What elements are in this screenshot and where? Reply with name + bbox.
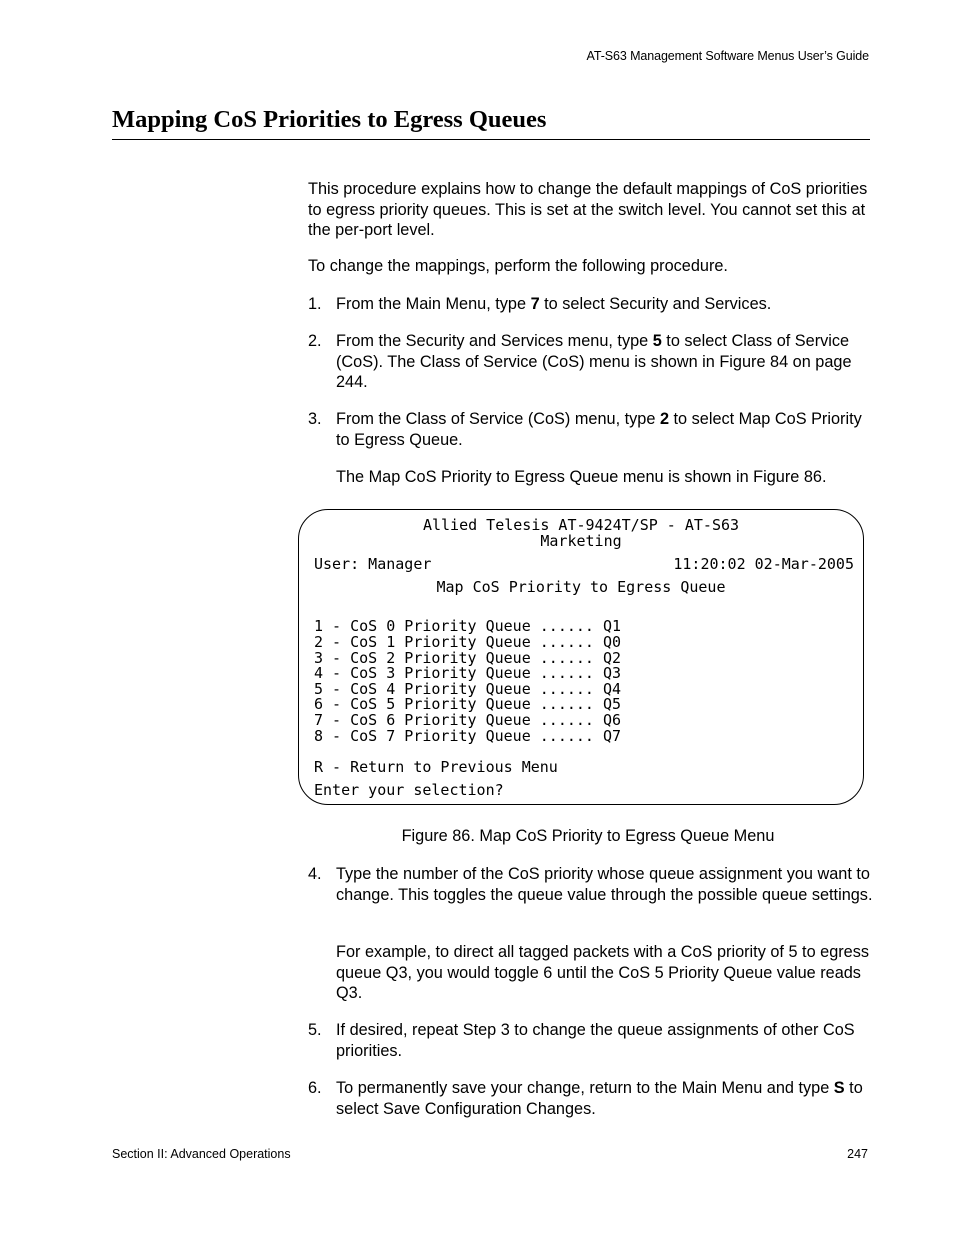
- menu-key: 7: [530, 295, 540, 313]
- step-3-note: The Map CoS Priority to Egress Queue menu is shown in Figure 86.: [336, 468, 827, 486]
- step-1: [308, 294, 874, 315]
- terminal-menu-title: Map CoS Priority to Egress Queue: [436, 578, 726, 596]
- terminal-return-option: R - Return to Previous Menu: [314, 758, 558, 776]
- terminal-prompt: Enter your selection?: [314, 781, 504, 799]
- step-number: 5.: [308, 1021, 322, 1039]
- step-4-example: For example, to direct all tagged packets with a CoS priority of 5 to egress queue Q3, you would toggle 6 until the CoS 5 Priority Queue value reads Q3.: [336, 943, 870, 1002]
- terminal-option: 3 - CoS 2 Priority Queue ...... Q2: [314, 649, 622, 667]
- step-text: From the Main Menu, type 7 to select Security and Services.: [336, 295, 772, 313]
- running-header: AT-S63 Management Software Menus User’s Guide: [586, 49, 869, 63]
- step-4: [308, 864, 874, 905]
- menu-key: 5: [652, 332, 662, 350]
- step-text: To permanently save your change, return to the Main Menu and type S to select Save Configuration Changes.: [336, 1079, 863, 1118]
- step-number: 4.: [308, 865, 322, 883]
- step-5: [308, 1020, 874, 1061]
- terminal-option: 1 - CoS 0 Priority Queue ...... Q1: [314, 617, 622, 635]
- step-2: [308, 331, 874, 393]
- step-6: [308, 1078, 874, 1119]
- step-number: 6.: [308, 1079, 322, 1097]
- step-text: Type the number of the CoS priority whose queue assignment you want to change. This toggles the queue value through the possible queue settings.: [336, 865, 873, 904]
- figure-caption: Figure 86. Map CoS Priority to Egress Queue Menu: [401, 827, 775, 845]
- terminal-datetime: 11:20:02 02-Mar-2005: [673, 555, 854, 573]
- terminal-user: User: Manager: [314, 555, 432, 573]
- menu-key: 2: [659, 410, 669, 428]
- step-text: If desired, repeat Step 3 to change the queue assignments of other CoS priorities.: [336, 1021, 855, 1060]
- terminal-location: Marketing: [540, 532, 622, 550]
- terminal-option: 7 - CoS 6 Priority Queue ...... Q6: [314, 711, 622, 729]
- terminal-option: 6 - CoS 5 Priority Queue ...... Q5: [314, 695, 622, 713]
- terminal-option: 8 - CoS 7 Priority Queue ...... Q7: [314, 727, 622, 745]
- step-text: From the Class of Service (CoS) menu, type 2 to select Map CoS Priority to Egress Queue.: [336, 410, 862, 449]
- procedure-intro: To change the mappings, perform the following procedure.: [308, 257, 728, 275]
- terminal-screen: [298, 509, 864, 805]
- terminal-option: 4 - CoS 3 Priority Queue ...... Q3: [314, 664, 622, 682]
- step-number: 1.: [308, 295, 322, 313]
- menu-key: S: [833, 1079, 845, 1097]
- section-title: Mapping CoS Priorities to Egress Queues: [112, 106, 870, 140]
- step-number: 3.: [308, 410, 322, 428]
- page-number: 247: [847, 1147, 868, 1161]
- intro-paragraph: This procedure explains how to change the default mappings of CoS priorities to egress priority queues. This is set at the switch level. You cannot set this at the per-port level.: [308, 180, 868, 239]
- footer-section: Section II: Advanced Operations: [112, 1147, 291, 1161]
- terminal-option: 2 - CoS 1 Priority Queue ...... Q0: [314, 633, 622, 651]
- terminal-device: Allied Telesis AT-9424T/SP - AT-S63: [422, 516, 740, 534]
- step-text: From the Security and Services menu, type 5 to select Class of Service (CoS). The Class of Service (CoS) menu is shown in Figure 84 on page 244.: [336, 332, 852, 391]
- step-number: 2.: [308, 332, 322, 350]
- terminal-option: 5 - CoS 4 Priority Queue ...... Q4: [314, 680, 622, 698]
- step-3: [308, 409, 874, 450]
